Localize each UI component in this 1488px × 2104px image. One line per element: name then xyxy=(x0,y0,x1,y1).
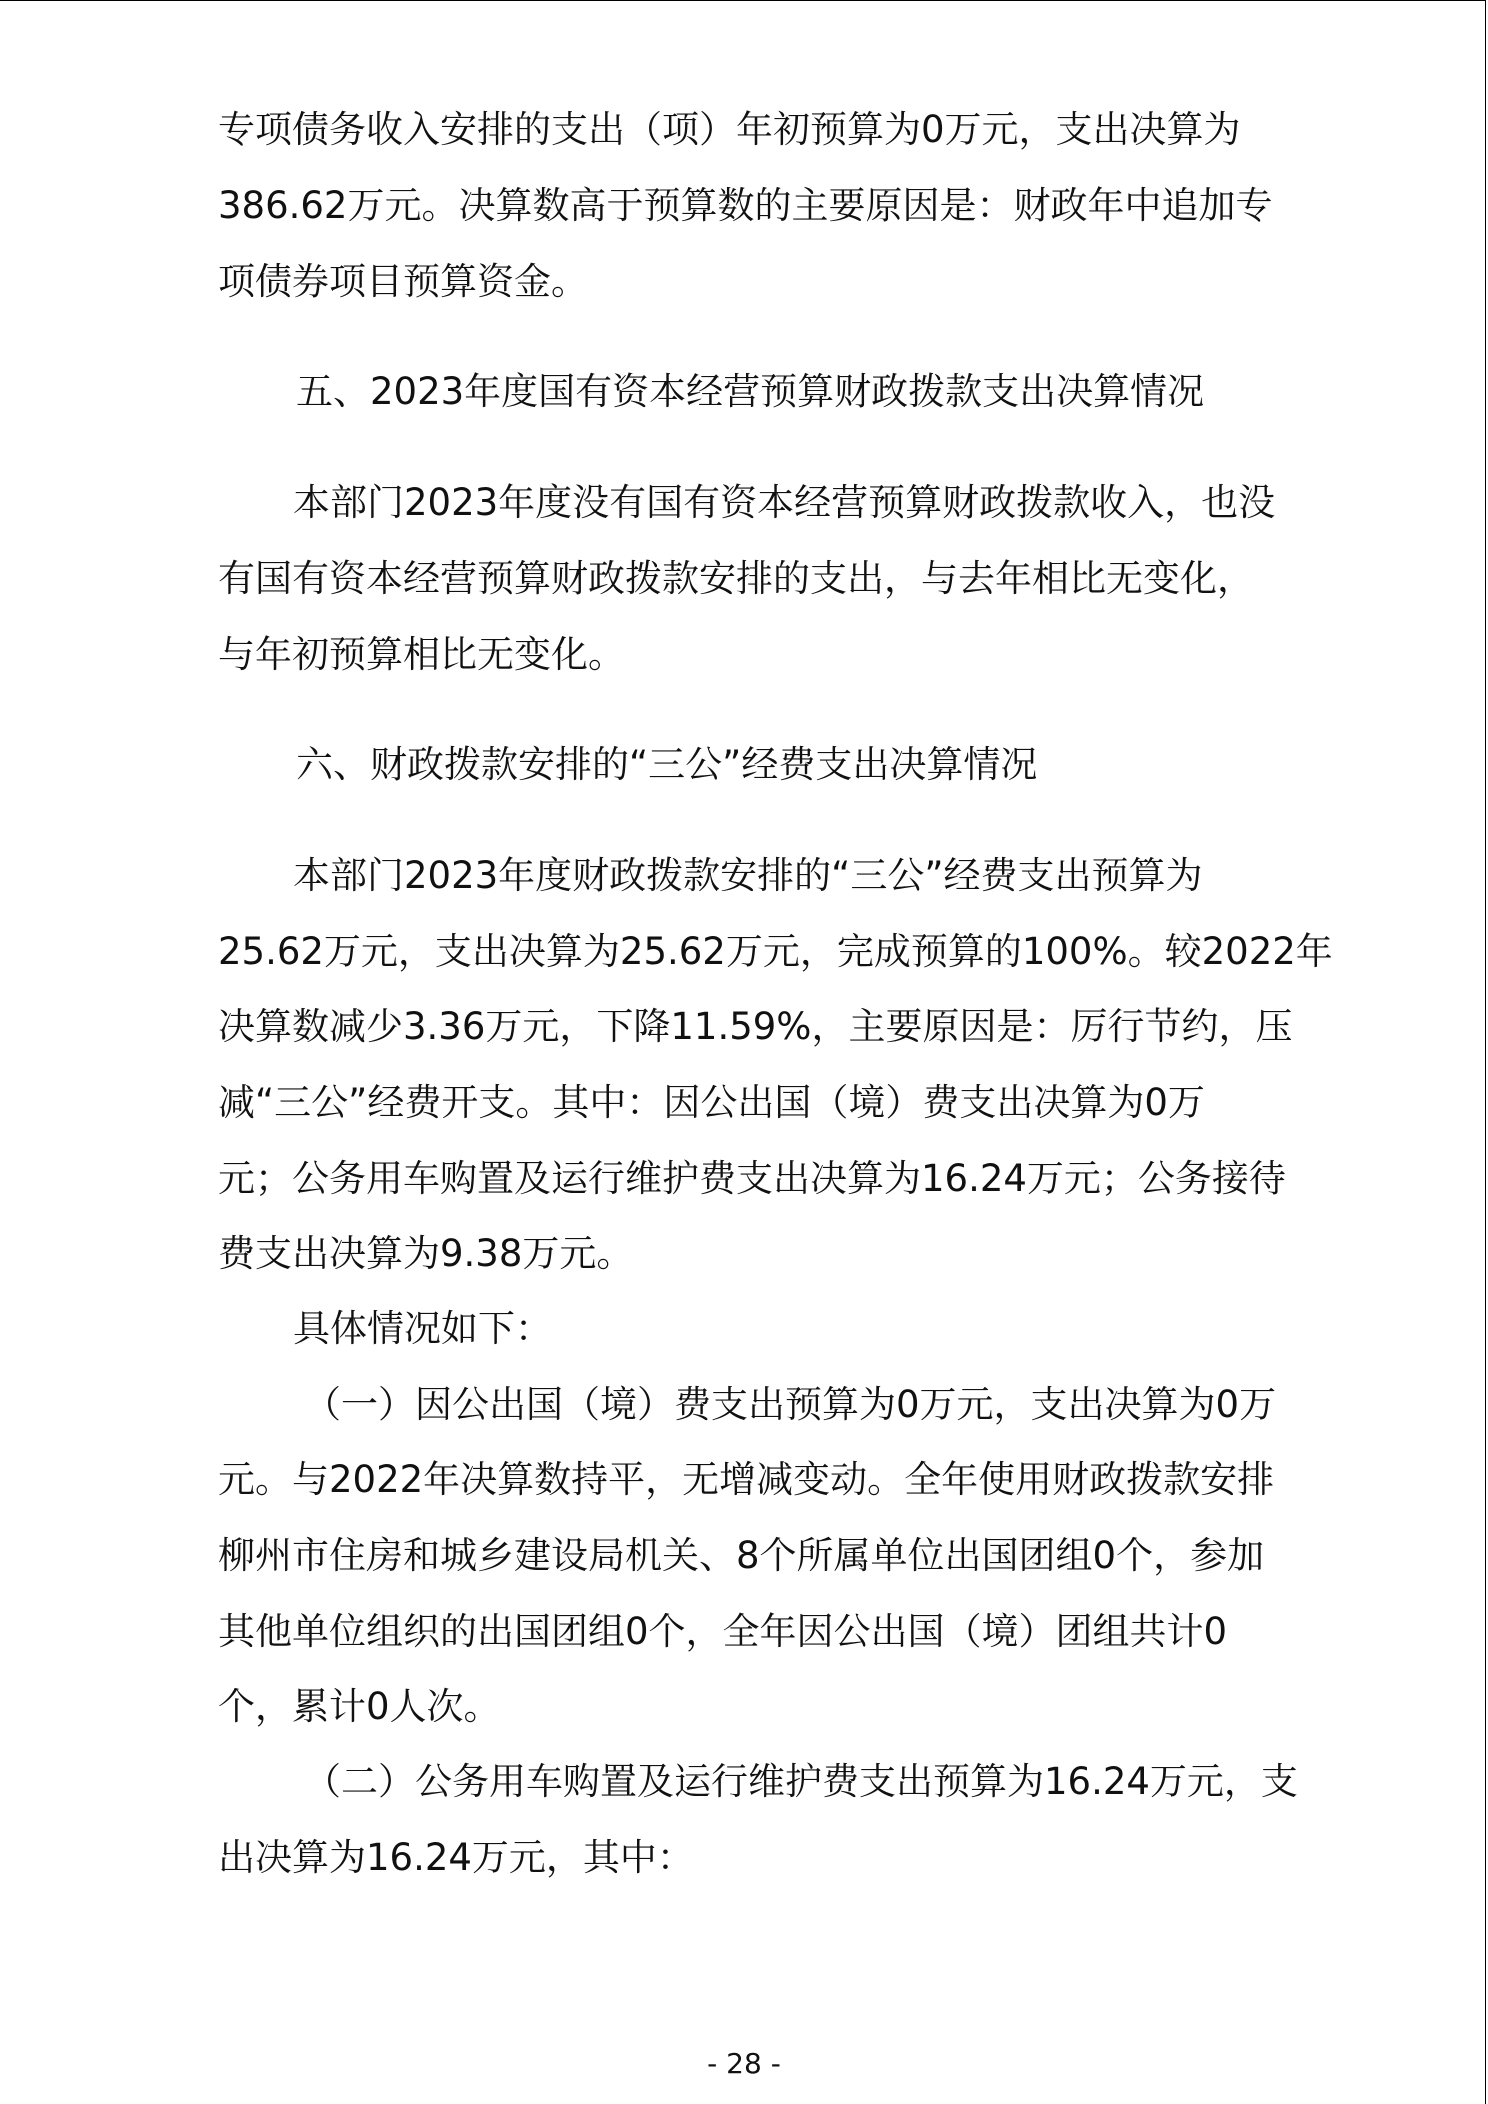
paragraph-line: 与年初预算相比无变化。 xyxy=(218,633,625,676)
section-heading-6: 六、财政拨款安排的“三公”经费支出决算情况 xyxy=(296,743,1038,786)
paragraph-line: 25.62万元，支出决算为25.62万元，完成预算的100%。较2022年 xyxy=(218,930,1333,973)
paragraph-line: 决算数减少3.36万元，下降11.59%，主要原因是：厉行节约，压 xyxy=(218,1005,1293,1048)
paragraph-line: 元。与2022年决算数持平，无增减变动。全年使用财政拨款安排 xyxy=(218,1458,1275,1501)
paragraph-line: 费支出决算为9.38万元。 xyxy=(218,1232,634,1275)
paragraph-line: 本部门2023年度财政拨款安排的“三公”经费支出预算为 xyxy=(293,854,1203,897)
section-heading-5: 五、2023年度国有资本经营预算财政拨款支出决算情况 xyxy=(296,370,1205,413)
paragraph-line: 其他单位组织的出国团组0个，全年因公出国（境）团组共计0 xyxy=(218,1610,1228,1653)
paragraph-line: 386.62万元。决算数高于预算数的主要原因是：财政年中追加专 xyxy=(218,184,1273,227)
paragraph-line: 个，累计0人次。 xyxy=(218,1685,501,1728)
paragraph-line: 元；公务用车购置及运行维护费支出决算为16.24万元；公务接待 xyxy=(218,1157,1286,1200)
paragraph-line: 出决算为16.24万元，其中： xyxy=(218,1836,694,1879)
paragraph-line: 项债券项目预算资金。 xyxy=(218,260,588,303)
paragraph-line: 柳州市住房和城乡建设局机关、8个所属单位出国团组0个，参加 xyxy=(218,1534,1265,1577)
paragraph-line: （一）因公出国（境）费支出预算为0万元，支出决算为0万 xyxy=(304,1383,1277,1426)
paragraph-line: 本部门2023年度没有国有资本经营预算财政拨款收入，也没 xyxy=(293,481,1276,524)
details-intro: 具体情况如下： xyxy=(293,1307,552,1350)
paragraph-line: （二）公务用车购置及运行维护费支出预算为16.24万元，支 xyxy=(304,1760,1298,1803)
paragraph-line: 有国有资本经营预算财政拨款安排的支出，与去年相比无变化， xyxy=(218,557,1254,600)
paragraph-line: 专项债务收入安排的支出（项）年初预算为0万元，支出决算为 xyxy=(218,108,1241,151)
page-number: - 28 - xyxy=(707,2047,781,2080)
paragraph-line: 减“三公”经费开支。其中：因公出国（境）费支出决算为0万 xyxy=(218,1081,1205,1124)
